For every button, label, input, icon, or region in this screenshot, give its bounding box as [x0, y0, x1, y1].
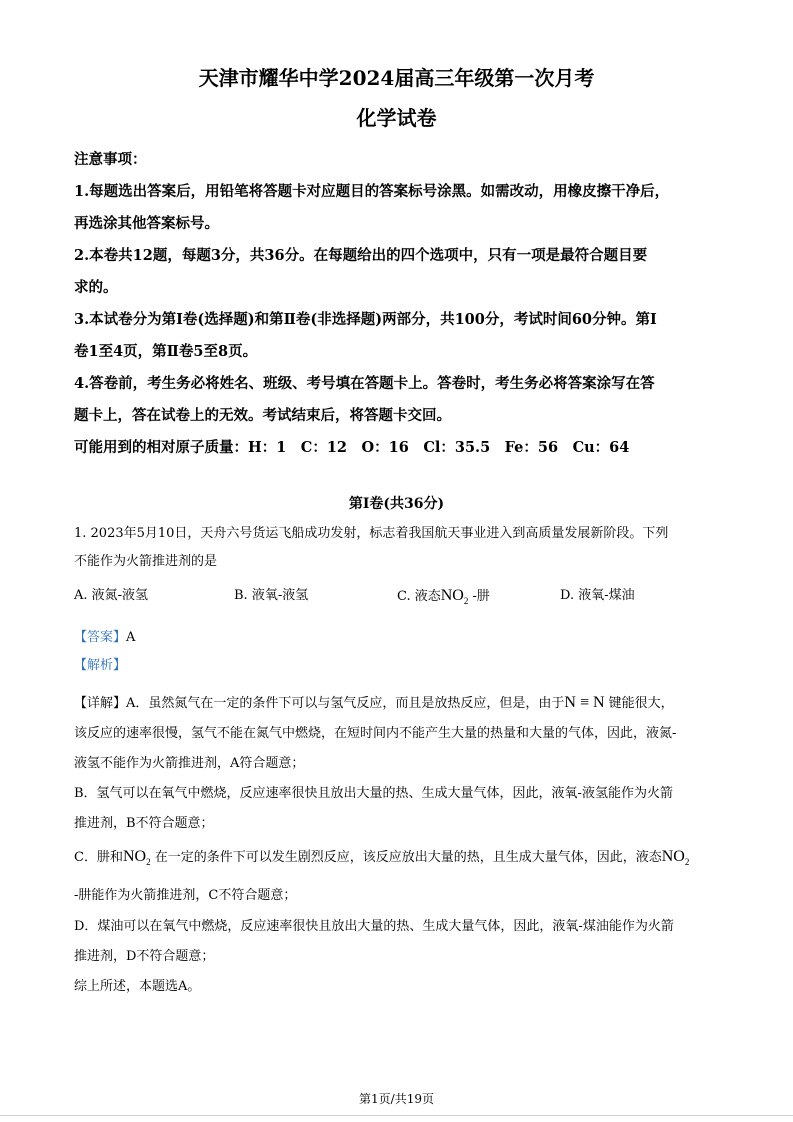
option-d: D. 液氧-煤油 [560, 588, 635, 603]
notice-item-2-line-1: 2.本卷共12题，每题3分，共36分。在每题给出的四个选项中，只有一项是最符合题目要 [74, 247, 648, 264]
answer-label: 【答案】 [74, 630, 127, 645]
explanation-c-line-1 [74, 846, 724, 873]
explanation-a-line-1-part-1: A．虽然氮气在一定的条件下可以与氢气反应，而且是放热反应，但是，由于 [126, 696, 565, 711]
notice-item-2-line-2: 求的。 [74, 279, 118, 296]
explanation-c-formula-subscript: 2 [146, 857, 151, 868]
notice-item-3-line-1: 3.本试卷分为第Ⅰ卷(选择题)和第Ⅱ卷(非选择题)两部分，共100分，考试时间60分钟。第Ⅰ [74, 311, 657, 328]
explanation-a-line-1 [74, 688, 724, 719]
explanation-c-formula [122, 848, 151, 868]
explanation-c-continued [74, 886, 724, 906]
explanation-d [74, 912, 724, 1002]
explanation-c-formula-end-subscript: 2 [684, 857, 690, 868]
option-c [397, 586, 490, 611]
exam-title: 天津市耀华中学2024届高三年级第一次月考 [198, 66, 595, 90]
explanation-c-formula-main: NO [122, 848, 147, 865]
atomic-mass-line: 可能用到的相对原子质量：H：1 C：12 O：16 Cl：35.5 Fe：56 Cu：64 [74, 439, 630, 456]
exam-subtitle: 化学试卷 [356, 106, 437, 130]
explanation-c-line-2: -肼能作为火箭推进剂，C不符合题意； [74, 888, 297, 903]
option-c-prefix: C. 液态 [397, 589, 441, 604]
answer-line [74, 628, 135, 648]
triple-bond-formula: N ≡ N [564, 694, 605, 711]
explanation-c-formula-end-main: NO [661, 848, 685, 865]
explanation-a-line-3: 液氢不能作为火箭推进剂，A符合题意； [74, 756, 305, 771]
option-a: A. 液氮-液氢 [74, 588, 149, 603]
question-1-stem-line-2: 不能作为火箭推进剂的是 [74, 554, 218, 569]
page-footer: 第1页/共19页 [359, 1092, 434, 1106]
explanation-b [74, 779, 724, 839]
option-c-suffix: -肼 [468, 589, 490, 604]
footer-divider [0, 1115, 793, 1116]
explanation-c-formula-end [661, 848, 690, 868]
option-c-formula [440, 587, 469, 607]
explanation-c [74, 846, 724, 873]
explanation-b-line-2: 推进剂，B不符合题意； [74, 816, 214, 831]
explanation-a [74, 688, 724, 779]
explanation-c-line-1-part-2: 在一定的条件下可以发生剧烈反应，该反应放出大量的热，且生成大量气体，因此，液态 [150, 850, 662, 865]
section-heading: 第Ⅰ卷(共36分) [348, 496, 445, 512]
notice-item-1-line-2: 再选涂其他答案标号。 [74, 215, 219, 232]
question-1-stem-line-1: 1. 2023年5月10日，天舟六号货运飞船成功发射，标志着我国航天事业进入到高质量发展新阶段。下列 [74, 526, 669, 541]
notice-item-4-line-1: 4.答卷前，考生务必将姓名、班级、考号填在答题卡上。答卷时，考生务必将答案涂写在答 [74, 375, 655, 392]
analysis-label: 【解析】 [74, 658, 127, 673]
explanation-b-line-1: B．氢气可以在氧气中燃烧，反应速率很快且放出大量的热、生成大量气体，因此，液氧-液氢能作为火箭 [74, 786, 673, 801]
explanation-d-line-2: 推进剂，D不符合题意； [74, 949, 215, 964]
notice-item-1-line-1: 1.每题选出答案后，用铅笔将答题卡对应题目的答案标号涂黑。如需改动，用橡皮擦干净后， [74, 183, 670, 200]
detail-label: 【详解】 [74, 696, 127, 711]
notice-section [74, 144, 724, 464]
explanation-summary: 综上所述，本题选A。 [74, 979, 201, 994]
question-1-stem [74, 520, 724, 576]
notice-item-4-line-2: 题卡上，答在试卷上的无效。考试结束后，将答题卡交回。 [74, 407, 451, 424]
explanation-d-line-1: D．煤油可以在氧气中燃烧，反应速率很快且放出大量的热、生成大量气体，因此，液氧-煤油能作为火箭 [74, 919, 674, 934]
option-c-formula-main: NO [440, 587, 464, 604]
explanation-a-line-1-part-2: 键能很大， [604, 696, 674, 711]
explanation-c-line-1-part-1: C．肼和 [74, 850, 123, 865]
answer-value: A [126, 630, 136, 645]
option-c-formula-subscript: 2 [463, 596, 469, 607]
notice-heading: 注意事项： [74, 151, 147, 168]
notice-item-3-line-2: 卷1至4页，第Ⅱ卷5至8页。 [74, 343, 258, 360]
option-b: B. 液氧-液氢 [234, 588, 309, 603]
explanation-a-line-2: 该反应的速率很慢，氢气不能在氮气中燃烧，在短时间内不能产生大量的热量和大量的气体，因此，液氮- [74, 726, 677, 741]
